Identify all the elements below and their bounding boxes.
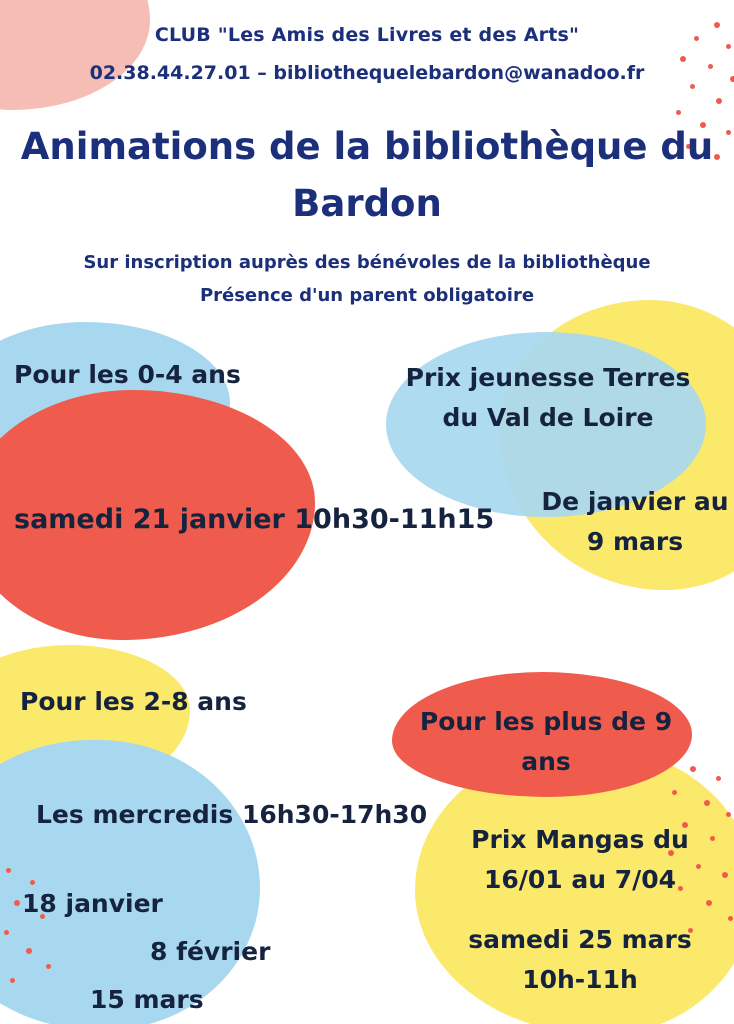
subtitle-parent: Présence d'un parent obligatoire	[199, 285, 535, 306]
mangas-period: Prix Mangas du 16/01 au 7/04	[471, 825, 689, 894]
subtitle-registration: Sur inscription auprès des bénévoles de la bibliothèque	[83, 252, 651, 273]
kids-date-1: 18 janvier	[22, 889, 163, 918]
kids-age-label: Pour les 2-8 ans	[20, 687, 247, 716]
toddlers-age-label: Pour les 0-4 ans	[14, 360, 241, 389]
decorative-dots-bottom-left	[0, 860, 60, 1010]
kids-date-3: 15 mars	[90, 985, 204, 1014]
mangas-age-label: Pour les plus de 9 ans	[419, 707, 673, 776]
prix-jeunesse-title: Prix jeunesse Terres du Val de Loire	[405, 363, 691, 432]
decorative-blob-pink-top-left	[0, 0, 150, 110]
kids-date-2: 8 février	[150, 937, 271, 966]
club-contact: 02.38.44.27.01 – bibliothequelebardon@wanadoo.fr	[89, 62, 645, 84]
prix-jeunesse-period: De janvier au 9 mars	[541, 487, 729, 556]
kids-schedule: Les mercredis 16h30-17h30	[36, 800, 428, 829]
toddlers-date: samedi 21 janvier 10h30-11h15	[14, 504, 495, 535]
page-title: Animations de la bibliothèque du Bardon	[20, 125, 714, 226]
mangas-date: samedi 25 mars 10h-11h	[468, 925, 692, 994]
club-name: CLUB "Les Amis des Livres et des Arts"	[154, 24, 580, 46]
